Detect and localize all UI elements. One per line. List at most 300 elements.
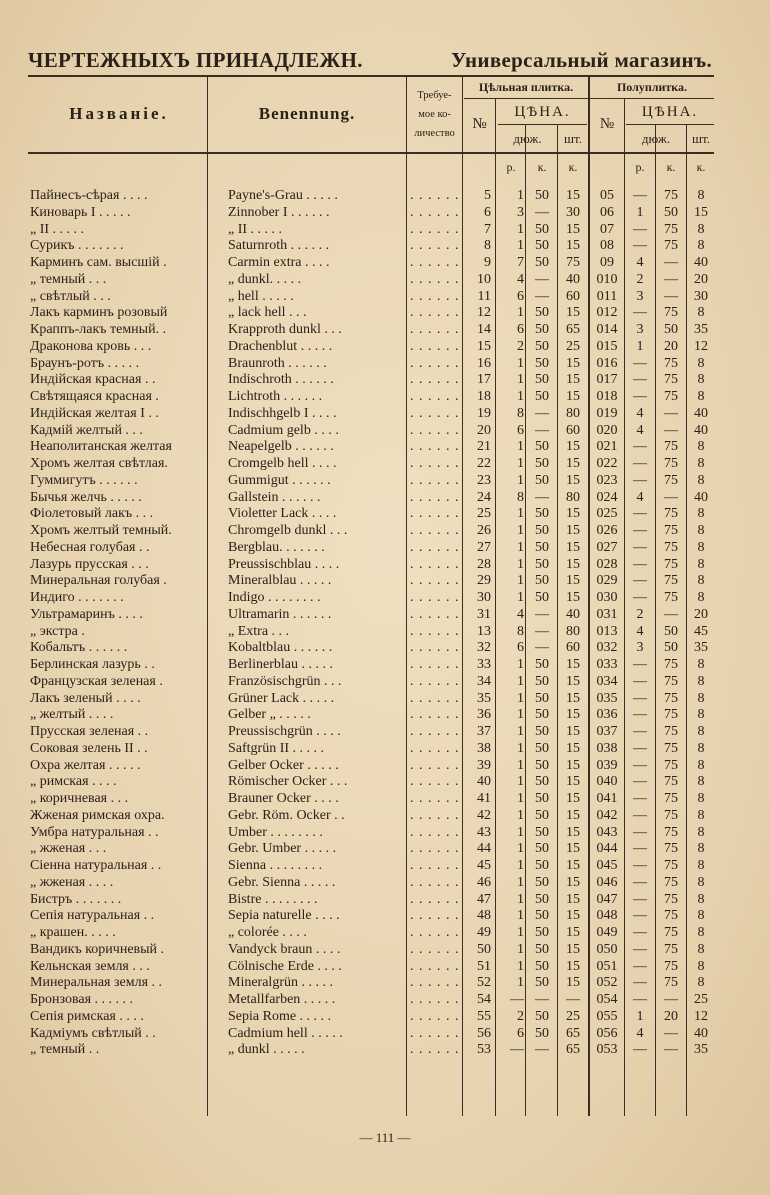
cell-half-dozen-kop: 75 bbox=[664, 188, 678, 203]
cell-whole-dozen-rub: 1 bbox=[517, 891, 524, 907]
cell-quantity-dots: . . . . . . bbox=[410, 322, 460, 337]
cell-whole-dozen-kop: 50 bbox=[535, 824, 549, 840]
cell-quantity-dots: . . . . . . bbox=[410, 255, 460, 270]
cell-name-de: Brauner Ocker . . . . bbox=[228, 791, 339, 806]
cell-whole-dozen-kop: 50 bbox=[535, 807, 549, 823]
cell-half-number: 019 bbox=[596, 405, 618, 421]
cell-whole-piece-kop: 40 bbox=[566, 271, 580, 287]
cell-half-number: 056 bbox=[596, 1025, 618, 1041]
cell-name-ru: Лакъ зеленый . . . . bbox=[30, 690, 141, 706]
cell-whole-dozen-kop: — bbox=[535, 489, 549, 505]
cell-name-ru: „ желтый . . . . bbox=[30, 707, 114, 723]
table-row bbox=[0, 673, 770, 690]
cell-quantity-dots: . . . . . . bbox=[410, 539, 460, 555]
cell-half-piece-kop: 8 bbox=[697, 690, 705, 706]
cell-quantity-dots: . . . . . . bbox=[410, 958, 460, 974]
cell-name-ru: Кельнская земля . . . bbox=[30, 958, 150, 974]
cell-name-ru: „ жженая . . . . bbox=[30, 874, 114, 890]
cell-whole-dozen-rub: 1 bbox=[517, 941, 524, 957]
cell-name-de: Vandyck braun . . . . bbox=[228, 941, 341, 957]
cell-half-piece-kop: 8 bbox=[697, 824, 705, 840]
cell-whole-piece-kop: 15 bbox=[566, 673, 580, 689]
cell-whole-dozen-kop: 50 bbox=[535, 657, 549, 672]
cell-half-piece-kop: 40 bbox=[694, 255, 708, 270]
cell-whole-piece-kop: 15 bbox=[566, 506, 580, 522]
cell-whole-dozen-rub: 6 bbox=[517, 288, 524, 304]
cell-half-number: 016 bbox=[596, 355, 618, 371]
table-row bbox=[0, 204, 770, 221]
cell-half-number: 011 bbox=[596, 288, 618, 304]
cell-half-dozen-kop: 75 bbox=[664, 573, 678, 589]
cell-half-dozen-rub: — bbox=[633, 439, 647, 455]
cell-whole-piece-kop: 15 bbox=[566, 908, 580, 924]
cell-half-dozen-rub: 4 bbox=[636, 1025, 644, 1041]
cell-half-dozen-kop: 75 bbox=[664, 841, 678, 857]
cell-name-ru: Минеральная голубая . bbox=[30, 573, 167, 589]
cell-name-ru: Вандикъ коричневый . bbox=[30, 941, 165, 957]
cell-quantity-dots: . . . . . . bbox=[410, 288, 460, 304]
cell-whole-piece-kop: 75 bbox=[566, 255, 580, 270]
col-header-whole-tile: Цѣльная плитка. bbox=[478, 80, 574, 94]
whole-price-rule bbox=[498, 124, 587, 125]
cell-half-dozen-rub: — bbox=[633, 556, 647, 572]
col-header-qty bbox=[407, 86, 462, 143]
table-head-bottom-rule bbox=[28, 152, 714, 154]
cell-whole-dozen-kop: 50 bbox=[535, 372, 549, 388]
table-row bbox=[0, 237, 770, 254]
cell-whole-number: 51 bbox=[477, 958, 491, 974]
col-header-price-whole: ЦѢНА. bbox=[514, 104, 571, 120]
cell-whole-number: 12 bbox=[477, 305, 491, 321]
cell-half-number: 037 bbox=[596, 724, 618, 739]
cell-quantity-dots: . . . . . . bbox=[410, 858, 460, 873]
cell-whole-number: 31 bbox=[477, 606, 491, 622]
cell-half-piece-kop: 8 bbox=[697, 188, 705, 203]
cell-half-dozen-rub: — bbox=[633, 707, 647, 723]
cell-half-number: 09 bbox=[600, 255, 614, 270]
cell-half-number: 033 bbox=[596, 657, 618, 672]
table-row bbox=[0, 371, 770, 388]
cell-whole-dozen-kop: 50 bbox=[535, 338, 549, 354]
cell-whole-dozen-kop: — bbox=[535, 271, 549, 287]
cell-whole-dozen-rub: 8 bbox=[517, 623, 524, 639]
cell-whole-dozen-rub: 1 bbox=[517, 188, 524, 203]
cell-whole-dozen-rub: 4 bbox=[517, 271, 524, 287]
cell-half-dozen-kop: 75 bbox=[664, 657, 678, 672]
cell-whole-dozen-kop: 50 bbox=[535, 238, 549, 254]
cell-half-dozen-kop: 20 bbox=[664, 1008, 678, 1024]
cell-whole-dozen-rub: — bbox=[510, 1042, 524, 1058]
cell-half-dozen-rub: 3 bbox=[636, 322, 644, 337]
table-row bbox=[0, 405, 770, 422]
cell-half-piece-kop: 12 bbox=[694, 1008, 708, 1024]
cell-name-ru: „ жженая . . . bbox=[30, 841, 107, 857]
cell-whole-dozen-rub: 1 bbox=[517, 456, 524, 471]
cell-whole-piece-kop: 15 bbox=[566, 858, 580, 873]
cell-name-ru: Лакъ карминъ розовый bbox=[30, 305, 168, 321]
cell-whole-dozen-rub: 1 bbox=[517, 874, 524, 890]
cell-whole-piece-kop: 15 bbox=[566, 941, 580, 957]
cell-half-dozen-rub: — bbox=[633, 975, 647, 991]
cell-whole-number: 29 bbox=[477, 573, 491, 589]
cell-name-de: Krapproth dunkl . . . bbox=[228, 322, 342, 337]
cell-name-de: Kobaltblau . . . . . . bbox=[228, 640, 333, 656]
cell-name-ru: „ коричневая . . . bbox=[30, 791, 129, 806]
cell-whole-dozen-rub: 1 bbox=[517, 807, 524, 823]
table-row bbox=[0, 690, 770, 707]
cell-name-ru: „ II . . . . . bbox=[30, 221, 85, 237]
table-row bbox=[0, 1008, 770, 1025]
table-row bbox=[0, 539, 770, 556]
cell-half-dozen-kop: — bbox=[664, 405, 678, 421]
cell-quantity-dots: . . . . . . bbox=[410, 389, 460, 404]
cell-half-number: 017 bbox=[596, 372, 618, 388]
cell-name-de: Französischgrün . . . bbox=[228, 673, 342, 689]
cell-half-piece-kop: 8 bbox=[697, 539, 705, 555]
cell-whole-number: 23 bbox=[477, 472, 491, 488]
cell-whole-number: 50 bbox=[477, 941, 491, 957]
cell-half-number: 053 bbox=[596, 1042, 618, 1058]
cell-half-dozen-kop: 75 bbox=[664, 975, 678, 991]
cell-name-ru: Гуммигутъ . . . . . . bbox=[30, 472, 138, 488]
cell-whole-number: 35 bbox=[477, 690, 491, 706]
table-row bbox=[0, 723, 770, 740]
cell-quantity-dots: . . . . . . bbox=[410, 305, 460, 321]
cell-whole-dozen-rub: 6 bbox=[517, 322, 524, 337]
cell-half-dozen-rub: — bbox=[633, 1042, 647, 1058]
cell-half-number: 031 bbox=[596, 606, 618, 622]
cell-half-piece-kop: 40 bbox=[694, 405, 708, 421]
table-row bbox=[0, 623, 770, 640]
cell-half-piece-kop: 8 bbox=[697, 774, 705, 790]
cell-name-de: „ dunkl . . . . . bbox=[228, 1042, 305, 1058]
cell-whole-dozen-kop: 50 bbox=[535, 941, 549, 957]
cell-half-piece-kop: 8 bbox=[697, 556, 705, 572]
cell-whole-number: 10 bbox=[477, 271, 491, 287]
cell-whole-number: 11 bbox=[477, 288, 491, 304]
cell-quantity-dots: . . . . . . bbox=[410, 774, 460, 790]
table-row bbox=[0, 824, 770, 841]
cell-half-number: 054 bbox=[596, 992, 618, 1007]
cell-whole-piece-kop: 15 bbox=[566, 757, 580, 773]
cell-whole-piece-kop: 15 bbox=[566, 958, 580, 974]
unit-k-whole-pcs: к. bbox=[568, 160, 578, 174]
table-row bbox=[0, 438, 770, 455]
cell-whole-piece-kop: 15 bbox=[566, 874, 580, 890]
col-header-half-tile: Полуплитка. bbox=[616, 80, 688, 94]
cell-half-number: 010 bbox=[596, 271, 618, 287]
cell-whole-number: 39 bbox=[477, 757, 491, 773]
cell-whole-dozen-rub: 1 bbox=[517, 221, 524, 237]
cell-whole-dozen-rub: 8 bbox=[517, 489, 524, 505]
page-header bbox=[28, 44, 712, 74]
cell-whole-piece-kop: 15 bbox=[566, 590, 580, 605]
cell-half-piece-kop: 8 bbox=[697, 707, 705, 723]
cell-half-piece-kop: 12 bbox=[694, 338, 708, 354]
cell-whole-number: 33 bbox=[477, 657, 491, 672]
cell-half-dozen-rub: — bbox=[633, 573, 647, 589]
cell-whole-piece-kop: 15 bbox=[566, 523, 580, 538]
cell-half-number: 040 bbox=[596, 774, 618, 790]
cell-whole-number: 54 bbox=[477, 992, 491, 1007]
cell-half-dozen-kop: — bbox=[664, 1025, 678, 1041]
cell-quantity-dots: . . . . . . bbox=[410, 657, 460, 672]
cell-whole-number: 21 bbox=[477, 439, 491, 455]
page-number: — 111 — bbox=[359, 1130, 411, 1145]
cell-name-ru: Бронзовая . . . . . . bbox=[30, 992, 134, 1007]
table-row bbox=[0, 639, 770, 656]
cell-half-piece-kop: 8 bbox=[697, 908, 705, 924]
cell-whole-dozen-kop: 50 bbox=[535, 673, 549, 689]
cell-half-dozen-kop: 75 bbox=[664, 757, 678, 773]
cell-quantity-dots: . . . . . . bbox=[410, 238, 460, 254]
col-header-doz-whole: дюж. bbox=[513, 131, 542, 146]
cell-name-de: Bistre . . . . . . . . bbox=[228, 891, 318, 907]
cell-half-number: 052 bbox=[596, 975, 618, 991]
cell-whole-dozen-kop: 50 bbox=[535, 774, 549, 790]
cell-half-dozen-rub: 2 bbox=[636, 271, 644, 287]
cell-half-dozen-rub: — bbox=[633, 506, 647, 522]
cell-whole-piece-kop: 60 bbox=[566, 422, 580, 438]
cell-half-dozen-rub: — bbox=[633, 824, 647, 840]
cell-quantity-dots: . . . . . . bbox=[410, 590, 460, 605]
cell-half-dozen-rub: 2 bbox=[636, 606, 644, 622]
cell-name-ru: Индiйская красная . . bbox=[30, 372, 156, 388]
cell-quantity-dots: . . . . . . bbox=[410, 472, 460, 488]
cell-half-piece-kop: 30 bbox=[694, 288, 708, 304]
cell-whole-number: 25 bbox=[477, 506, 491, 522]
table-row bbox=[0, 991, 770, 1008]
cell-whole-number: 41 bbox=[477, 791, 491, 806]
cell-half-dozen-kop: — bbox=[664, 1042, 678, 1058]
cell-half-dozen-kop: 75 bbox=[664, 774, 678, 790]
cell-name-de: Cölnische Erde . . . . bbox=[228, 958, 342, 974]
cell-half-dozen-rub: — bbox=[633, 908, 647, 924]
cell-half-piece-kop: 8 bbox=[697, 807, 705, 823]
cell-whole-dozen-rub: 3 bbox=[517, 204, 524, 220]
cell-quantity-dots: . . . . . . bbox=[410, 355, 460, 371]
cell-half-piece-kop: 25 bbox=[694, 992, 708, 1007]
cell-whole-dozen-rub: 1 bbox=[517, 389, 524, 404]
cell-whole-piece-kop: 15 bbox=[566, 439, 580, 455]
cell-quantity-dots: . . . . . . bbox=[410, 439, 460, 455]
cell-whole-dozen-rub: 1 bbox=[517, 439, 524, 455]
cell-half-dozen-kop: 75 bbox=[664, 523, 678, 538]
cell-whole-piece-kop: 15 bbox=[566, 975, 580, 991]
cell-quantity-dots: . . . . . . bbox=[410, 573, 460, 589]
cell-half-piece-kop: 8 bbox=[697, 238, 705, 254]
cell-name-de: Ultramarin . . . . . . bbox=[228, 606, 332, 622]
table-row bbox=[0, 907, 770, 924]
cell-whole-dozen-kop: 50 bbox=[535, 724, 549, 739]
col-header-name-ru: Названiе. bbox=[69, 104, 169, 123]
cell-whole-piece-kop: 15 bbox=[566, 238, 580, 254]
cell-whole-piece-kop: 15 bbox=[566, 372, 580, 388]
cell-whole-dozen-rub: 1 bbox=[517, 657, 524, 672]
unit-k-whole: к. bbox=[537, 160, 547, 174]
cell-whole-dozen-rub: 1 bbox=[517, 774, 524, 790]
unit-k-half-pcs: к. bbox=[696, 160, 706, 174]
cell-whole-piece-kop: 15 bbox=[566, 891, 580, 907]
cell-name-ru: Индiйская желтая I . . bbox=[30, 405, 159, 421]
col-header-doz-half: дюж. bbox=[641, 131, 671, 146]
cell-half-piece-kop: 8 bbox=[697, 389, 705, 404]
cell-whole-number: 6 bbox=[484, 204, 491, 220]
cell-name-de: Römischer Ocker . . . bbox=[228, 774, 348, 790]
cell-half-dozen-kop: 75 bbox=[664, 724, 678, 739]
cell-whole-number: 22 bbox=[477, 456, 491, 471]
cell-half-dozen-rub: — bbox=[633, 941, 647, 957]
cell-quantity-dots: . . . . . . bbox=[410, 707, 460, 723]
table-row bbox=[0, 288, 770, 305]
cell-name-de: Braunroth . . . . . . bbox=[228, 355, 327, 371]
cell-whole-dozen-kop: 50 bbox=[535, 523, 549, 538]
cell-whole-dozen-kop: 50 bbox=[535, 506, 549, 522]
cell-half-dozen-rub: 4 bbox=[636, 422, 644, 438]
cell-half-piece-kop: 8 bbox=[697, 975, 705, 991]
cell-half-piece-kop: 8 bbox=[697, 657, 705, 672]
cell-half-dozen-kop: 75 bbox=[664, 238, 678, 254]
cell-half-dozen-rub: — bbox=[633, 590, 647, 605]
cell-half-piece-kop: 8 bbox=[697, 573, 705, 589]
cell-whole-dozen-kop: 50 bbox=[535, 573, 549, 589]
cell-name-ru: Французская зеленая . bbox=[30, 673, 163, 689]
cell-whole-number: 55 bbox=[477, 1008, 491, 1024]
cell-whole-number: 16 bbox=[477, 355, 491, 371]
cell-whole-dozen-kop: 50 bbox=[535, 925, 549, 940]
cell-name-ru: Индиго . . . . . . . bbox=[30, 590, 124, 605]
cell-name-ru: „ римская . . . . bbox=[30, 774, 117, 790]
cell-whole-dozen-kop: 50 bbox=[535, 305, 549, 321]
cell-quantity-dots: . . . . . . bbox=[410, 992, 460, 1007]
cell-whole-dozen-kop: 50 bbox=[535, 221, 549, 237]
cell-whole-number: 44 bbox=[477, 841, 491, 857]
cell-half-dozen-kop: 75 bbox=[664, 791, 678, 806]
cell-whole-piece-kop: 80 bbox=[566, 489, 580, 505]
cell-half-piece-kop: 35 bbox=[694, 1042, 708, 1058]
cell-whole-dozen-kop: 50 bbox=[535, 740, 549, 756]
table-row bbox=[0, 1025, 770, 1042]
cell-name-ru: Сурикъ . . . . . . . bbox=[30, 238, 124, 254]
cell-half-dozen-rub: — bbox=[633, 757, 647, 773]
cell-half-piece-kop: 40 bbox=[694, 489, 708, 505]
cell-whole-piece-kop: 25 bbox=[566, 338, 580, 354]
cell-half-piece-kop: 8 bbox=[697, 891, 705, 907]
cell-quantity-dots: . . . . . . bbox=[410, 673, 460, 689]
cell-whole-piece-kop: 30 bbox=[566, 204, 580, 220]
cell-whole-dozen-rub: 1 bbox=[517, 724, 524, 739]
cell-half-number: 055 bbox=[596, 1008, 618, 1024]
cell-name-de: Violetter Lack . . . . bbox=[228, 506, 337, 522]
cell-name-ru: Умбра натуральная . . bbox=[30, 824, 159, 840]
cell-name-de: Sepia naturelle . . . . bbox=[228, 908, 340, 924]
cell-name-de: Grüner Lack . . . . . bbox=[228, 690, 335, 706]
table-row bbox=[0, 422, 770, 439]
cell-name-de: Gallstein . . . . . . bbox=[228, 489, 321, 505]
cell-whole-piece-kop: 15 bbox=[566, 556, 580, 572]
cell-whole-piece-kop: 15 bbox=[566, 707, 580, 723]
cell-quantity-dots: . . . . . . bbox=[410, 724, 460, 739]
cell-whole-dozen-rub: 1 bbox=[517, 841, 524, 857]
cell-half-dozen-kop: 75 bbox=[664, 355, 678, 371]
cell-name-de: Chromgelb dunkl . . . bbox=[228, 523, 348, 538]
cell-whole-piece-kop: 15 bbox=[566, 690, 580, 706]
cell-quantity-dots: . . . . . . bbox=[410, 925, 460, 940]
cell-half-piece-kop: 8 bbox=[697, 791, 705, 806]
table-row bbox=[0, 455, 770, 472]
cell-half-number: 048 bbox=[596, 908, 618, 924]
cell-name-ru: Сепiя натуральная . . bbox=[30, 908, 155, 924]
table-row bbox=[0, 606, 770, 623]
cell-name-ru: Бистръ . . . . . . . bbox=[30, 891, 122, 907]
cell-whole-piece-kop: 15 bbox=[566, 573, 580, 589]
cell-whole-dozen-kop: 50 bbox=[535, 891, 549, 907]
cell-half-number: 08 bbox=[600, 238, 614, 254]
cell-name-ru: Драконова кровь . . . bbox=[30, 338, 152, 354]
cell-name-de: „ II . . . . . bbox=[228, 221, 283, 237]
cell-whole-piece-kop: 15 bbox=[566, 774, 580, 790]
cell-name-ru: Соковая зелень II . . bbox=[30, 740, 148, 756]
cell-half-dozen-rub: — bbox=[633, 841, 647, 857]
cell-quantity-dots: . . . . . . bbox=[410, 204, 460, 220]
cell-whole-number: 48 bbox=[477, 908, 491, 924]
cell-half-number: 046 bbox=[596, 874, 618, 890]
cell-name-de: „ colorée . . . . bbox=[228, 925, 307, 940]
cell-half-dozen-kop: 75 bbox=[664, 925, 678, 940]
cell-whole-dozen-rub: 1 bbox=[517, 472, 524, 488]
cell-half-dozen-rub: 4 bbox=[636, 405, 644, 421]
cell-half-piece-kop: 20 bbox=[694, 606, 708, 622]
cell-name-ru: Прусская зеленая . . bbox=[30, 724, 149, 739]
cell-quantity-dots: . . . . . . bbox=[410, 874, 460, 890]
cell-whole-dozen-kop: — bbox=[535, 640, 549, 656]
table-row bbox=[0, 807, 770, 824]
table-row bbox=[0, 221, 770, 238]
cell-whole-piece-kop: 15 bbox=[566, 657, 580, 672]
cell-half-dozen-rub: — bbox=[633, 472, 647, 488]
cell-half-dozen-kop: 75 bbox=[664, 539, 678, 555]
cell-half-piece-kop: 8 bbox=[697, 757, 705, 773]
cell-name-ru: Браунъ-ротъ . . . . . bbox=[30, 355, 140, 371]
table-row bbox=[0, 254, 770, 271]
cell-quantity-dots: . . . . . . bbox=[410, 506, 460, 522]
cell-whole-dozen-kop: 50 bbox=[535, 908, 549, 924]
table-row bbox=[0, 472, 770, 489]
cell-half-dozen-rub: 3 bbox=[636, 288, 644, 304]
cell-whole-number: 52 bbox=[477, 975, 491, 991]
cell-half-dozen-rub: — bbox=[633, 238, 647, 254]
cell-half-dozen-kop: 75 bbox=[664, 690, 678, 706]
cell-whole-dozen-kop: — bbox=[535, 422, 549, 438]
cell-name-ru: Киноварь I . . . . . bbox=[30, 204, 131, 220]
cell-whole-dozen-rub: — bbox=[510, 992, 524, 1007]
cell-name-ru: Хромъ желтый темный. bbox=[30, 523, 172, 538]
cell-whole-piece-kop: 15 bbox=[566, 355, 580, 371]
cell-half-dozen-rub: — bbox=[633, 456, 647, 471]
cell-whole-dozen-rub: 1 bbox=[517, 523, 524, 538]
cell-half-piece-kop: 8 bbox=[697, 523, 705, 538]
cell-name-ru: „ крашен. . . . . bbox=[30, 925, 116, 940]
cell-whole-number: 37 bbox=[477, 724, 491, 739]
col-header-pcs-whole: шт. bbox=[564, 131, 582, 146]
cell-whole-piece-kop: 15 bbox=[566, 539, 580, 555]
cell-whole-number: 40 bbox=[477, 774, 491, 790]
cell-half-number: 07 bbox=[600, 221, 614, 237]
cell-quantity-dots: . . . . . . bbox=[410, 338, 460, 354]
cell-half-number: 026 bbox=[596, 523, 618, 538]
cell-half-dozen-kop: 20 bbox=[664, 338, 678, 354]
cell-half-dozen-kop: — bbox=[664, 422, 678, 438]
